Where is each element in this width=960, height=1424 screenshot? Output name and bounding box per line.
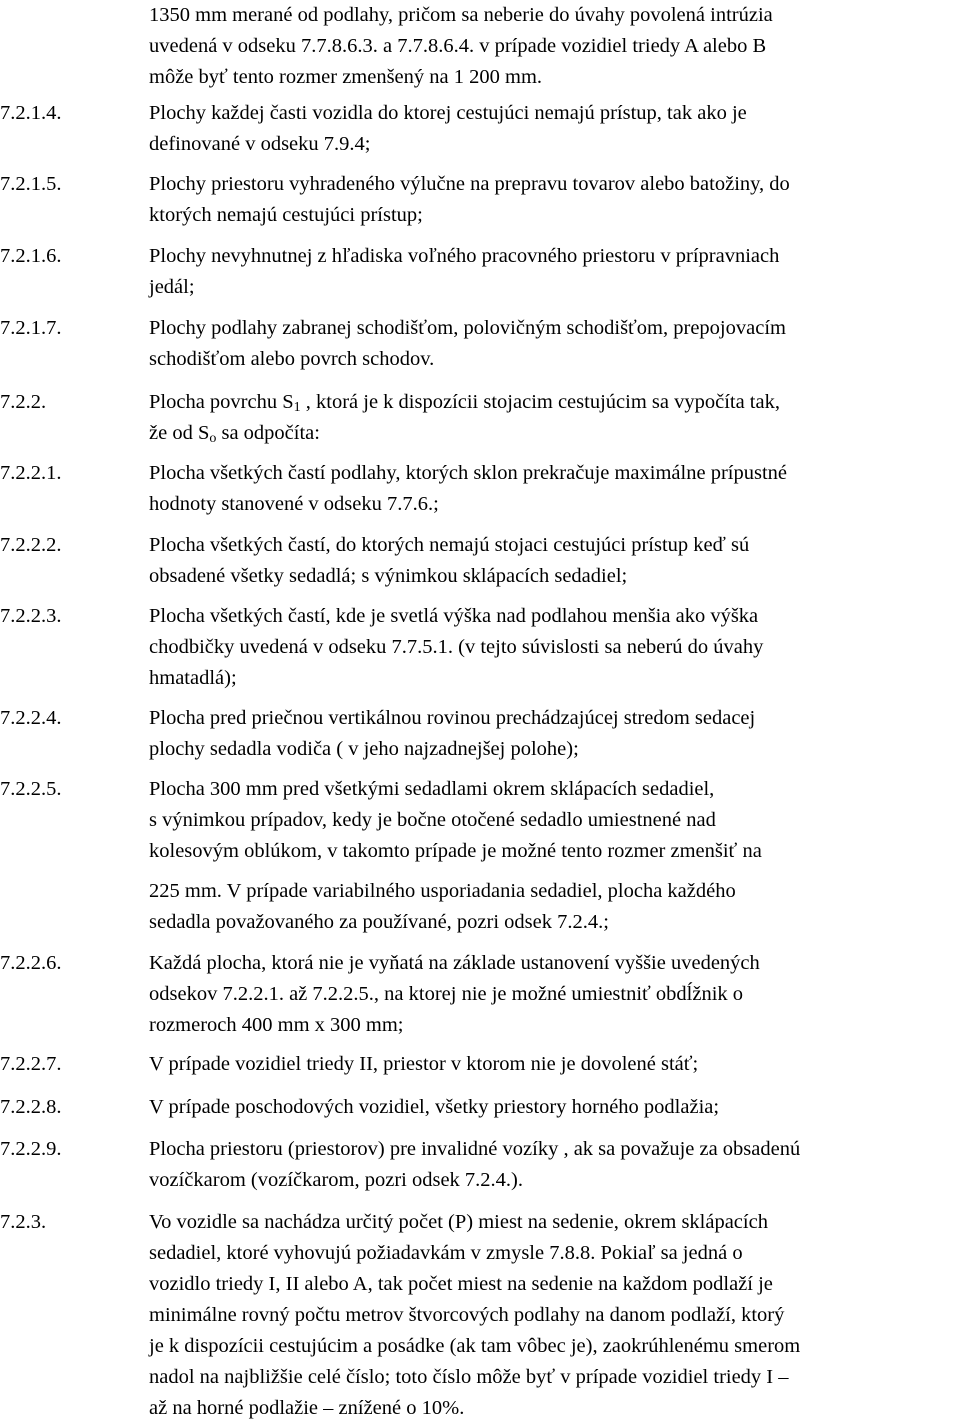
text-fragment: , ktorá je k dispozícii stojacim cestujúcim sa vypočíta tak, <box>300 391 780 413</box>
section-number: 7.2.2.9. <box>0 1138 62 1160</box>
text-line: chodbičky uvedená v odseku 7.7.5.1. (v tejto súvislosti sa neberú do úvahy <box>149 636 764 658</box>
text-line: schodišťom alebo povrch schodov. <box>149 348 435 370</box>
text-line: hodnoty stanovené v odseku 7.7.6.; <box>149 493 439 515</box>
section-text <box>149 169 960 231</box>
section-text <box>149 601 960 694</box>
text-line: V prípade poschodových vozidiel, všetky priestory horného podlažia; <box>149 1096 720 1118</box>
text-line: jedál; <box>149 276 195 298</box>
section-text <box>149 98 960 160</box>
text-line: odsekov 7.2.2.1. až 7.2.2.5., na ktorej nie je možné umiestniť obdĺžnik o <box>149 983 744 1005</box>
text-line: vozíčkarom (vozíčkarom, pozri odsek 7.2.4.). <box>149 1169 524 1191</box>
subscript: 1 <box>293 400 301 415</box>
text-line: Plochy priestoru vyhradeného výlučne na prepravu tovarov alebo batožiny, do <box>149 173 790 195</box>
text-line <box>149 418 960 449</box>
section-text <box>149 1049 960 1080</box>
section-number: 7.2.1.6. <box>0 245 62 267</box>
text-line: Plocha 300 mm pred všetkými sedadlami okrem sklápacích sedadiel, <box>149 778 715 800</box>
section-number: 7.2.2.6. <box>0 952 62 974</box>
text-line: 225 mm. V prípade variabilného usporiadania sedadiel, plocha každého <box>149 880 736 902</box>
text-line <box>149 387 960 418</box>
section-number: 7.2.2.5. <box>0 778 62 800</box>
section-text <box>149 948 960 1041</box>
section-number: 7.2.1.4. <box>0 102 62 124</box>
section-text <box>149 876 960 938</box>
section-number: 7.2.1.5. <box>0 173 62 195</box>
text-fragment: že od S <box>149 422 210 444</box>
section-text <box>149 1134 960 1196</box>
section-text <box>149 1092 960 1123</box>
text-line: rozmeroch 400 mm x 300 mm; <box>149 1014 404 1036</box>
text-fragment: sa odpočíta: <box>216 422 320 444</box>
text-line: hmatadlá); <box>149 667 237 689</box>
section-text <box>149 1207 960 1424</box>
text-line: kolesovým oblúkom, v takomto prípade je možné tento rozmer zmenšiť na <box>149 840 762 862</box>
section-number: 7.2.3. <box>0 1211 47 1233</box>
text-line: Vo vozidle sa nachádza určitý počet (P) miest na sedenie, okrem sklápacích <box>149 1211 768 1233</box>
text-line: definované v odseku 7.9.4; <box>149 133 371 155</box>
section-number: 7.2.2.7. <box>0 1053 62 1075</box>
section-number: 7.2.2.2. <box>0 534 62 556</box>
section-text <box>149 241 960 303</box>
text-line: môže byť tento rozmer zmenšený na 1 200 mm. <box>149 66 543 88</box>
subscript: o <box>209 431 217 446</box>
text-line: ktorých nemajú cestujúci prístup; <box>149 204 423 226</box>
text-line: Plocha priestoru (priestorov) pre invalidné vozíky , ak sa považuje za obsadenú <box>149 1138 801 1160</box>
section-text <box>149 387 960 449</box>
text-line: až na horné podlažie – znížené o 10%. <box>149 1397 465 1419</box>
text-line: uvedená v odseku 7.7.8.6.3. a 7.7.8.6.4. v prípade vozidiel triedy A alebo B <box>149 35 767 57</box>
text-line: je k dispozícii cestujúcim a posádke (ak tam vôbec je), zaokrúhlenému smerom <box>149 1335 801 1357</box>
text-line: V prípade vozidiel triedy II, priestor v ktorom nie je dovolené stáť; <box>149 1053 699 1075</box>
section-number: 7.2.2.1. <box>0 462 62 484</box>
section-number: 7.2.2.4. <box>0 707 62 729</box>
text-line: vozidlo triedy I, II alebo A, tak počet miest na sedenie na každom podlaží je <box>149 1273 773 1295</box>
text-line: Plochy podlahy zabranej schodišťom, polovičným schodišťom, prepojovacím <box>149 317 786 339</box>
text-line: s výnimkou prípadov, kedy je bočne otočené sedadlo umiestnené nad <box>149 809 716 831</box>
text-line: plochy sedadla vodiča ( v jeho najzadnejšej polohe); <box>149 738 579 760</box>
section-text <box>149 313 960 375</box>
section-number: 7.2.2. <box>0 391 47 413</box>
text-line: Plocha všetkých častí podlahy, ktorých sklon prekračuje maximálne prípustné <box>149 462 787 484</box>
text-line: nadol na najbližšie celé číslo; toto číslo môže byť v prípade vozidiel triedy I – <box>149 1366 789 1388</box>
text-line: Plocha všetkých častí, kde je svetlá výška nad podlahou menšia ako výška <box>149 605 759 627</box>
text-line: obsadené všetky sedadlá; s výnimkou sklápacích sedadiel; <box>149 565 628 587</box>
text-line: Plocha pred priečnou vertikálnou rovinou prechádzajúcej stredom sedacej <box>149 707 756 729</box>
text-fragment: Plocha povrchu S <box>149 391 294 413</box>
text-line: 1350 mm merané od podlahy, pričom sa neberie do úvahy povolená intrúzia <box>149 4 773 26</box>
intro-text <box>149 0 960 93</box>
text-line: Plochy nevyhnutnej z hľadiska voľného pracovného priestoru v prípravniach <box>149 245 780 267</box>
text-line: sedadla považovaného za používané, pozri odsek 7.2.4.; <box>149 911 609 933</box>
text-line: Plochy každej časti vozidla do ktorej cestujúci nemajú prístup, tak ako je <box>149 102 747 124</box>
text-line: Každá plocha, ktorá nie je vyňatá na základe ustanovení vyššie uvedených <box>149 952 760 974</box>
section-number: 7.2.1.7. <box>0 317 62 339</box>
section-number: 7.2.2.8. <box>0 1096 62 1118</box>
section-number: 7.2.2.3. <box>0 605 62 627</box>
section-text <box>149 458 960 520</box>
text-line: sedadiel, ktoré vyhovujú požiadavkám v zmysle 7.8.8. Pokiaľ sa jedná o <box>149 1242 743 1264</box>
section-text <box>149 703 960 765</box>
section-text <box>149 530 960 592</box>
text-line: Plocha všetkých častí, do ktorých nemajú stojaci cestujúci prístup keď sú <box>149 534 750 556</box>
text-line: minimálne rovný počtu metrov štvorcových podlahy na danom podlaží, ktorý <box>149 1304 785 1326</box>
section-text <box>149 774 960 867</box>
